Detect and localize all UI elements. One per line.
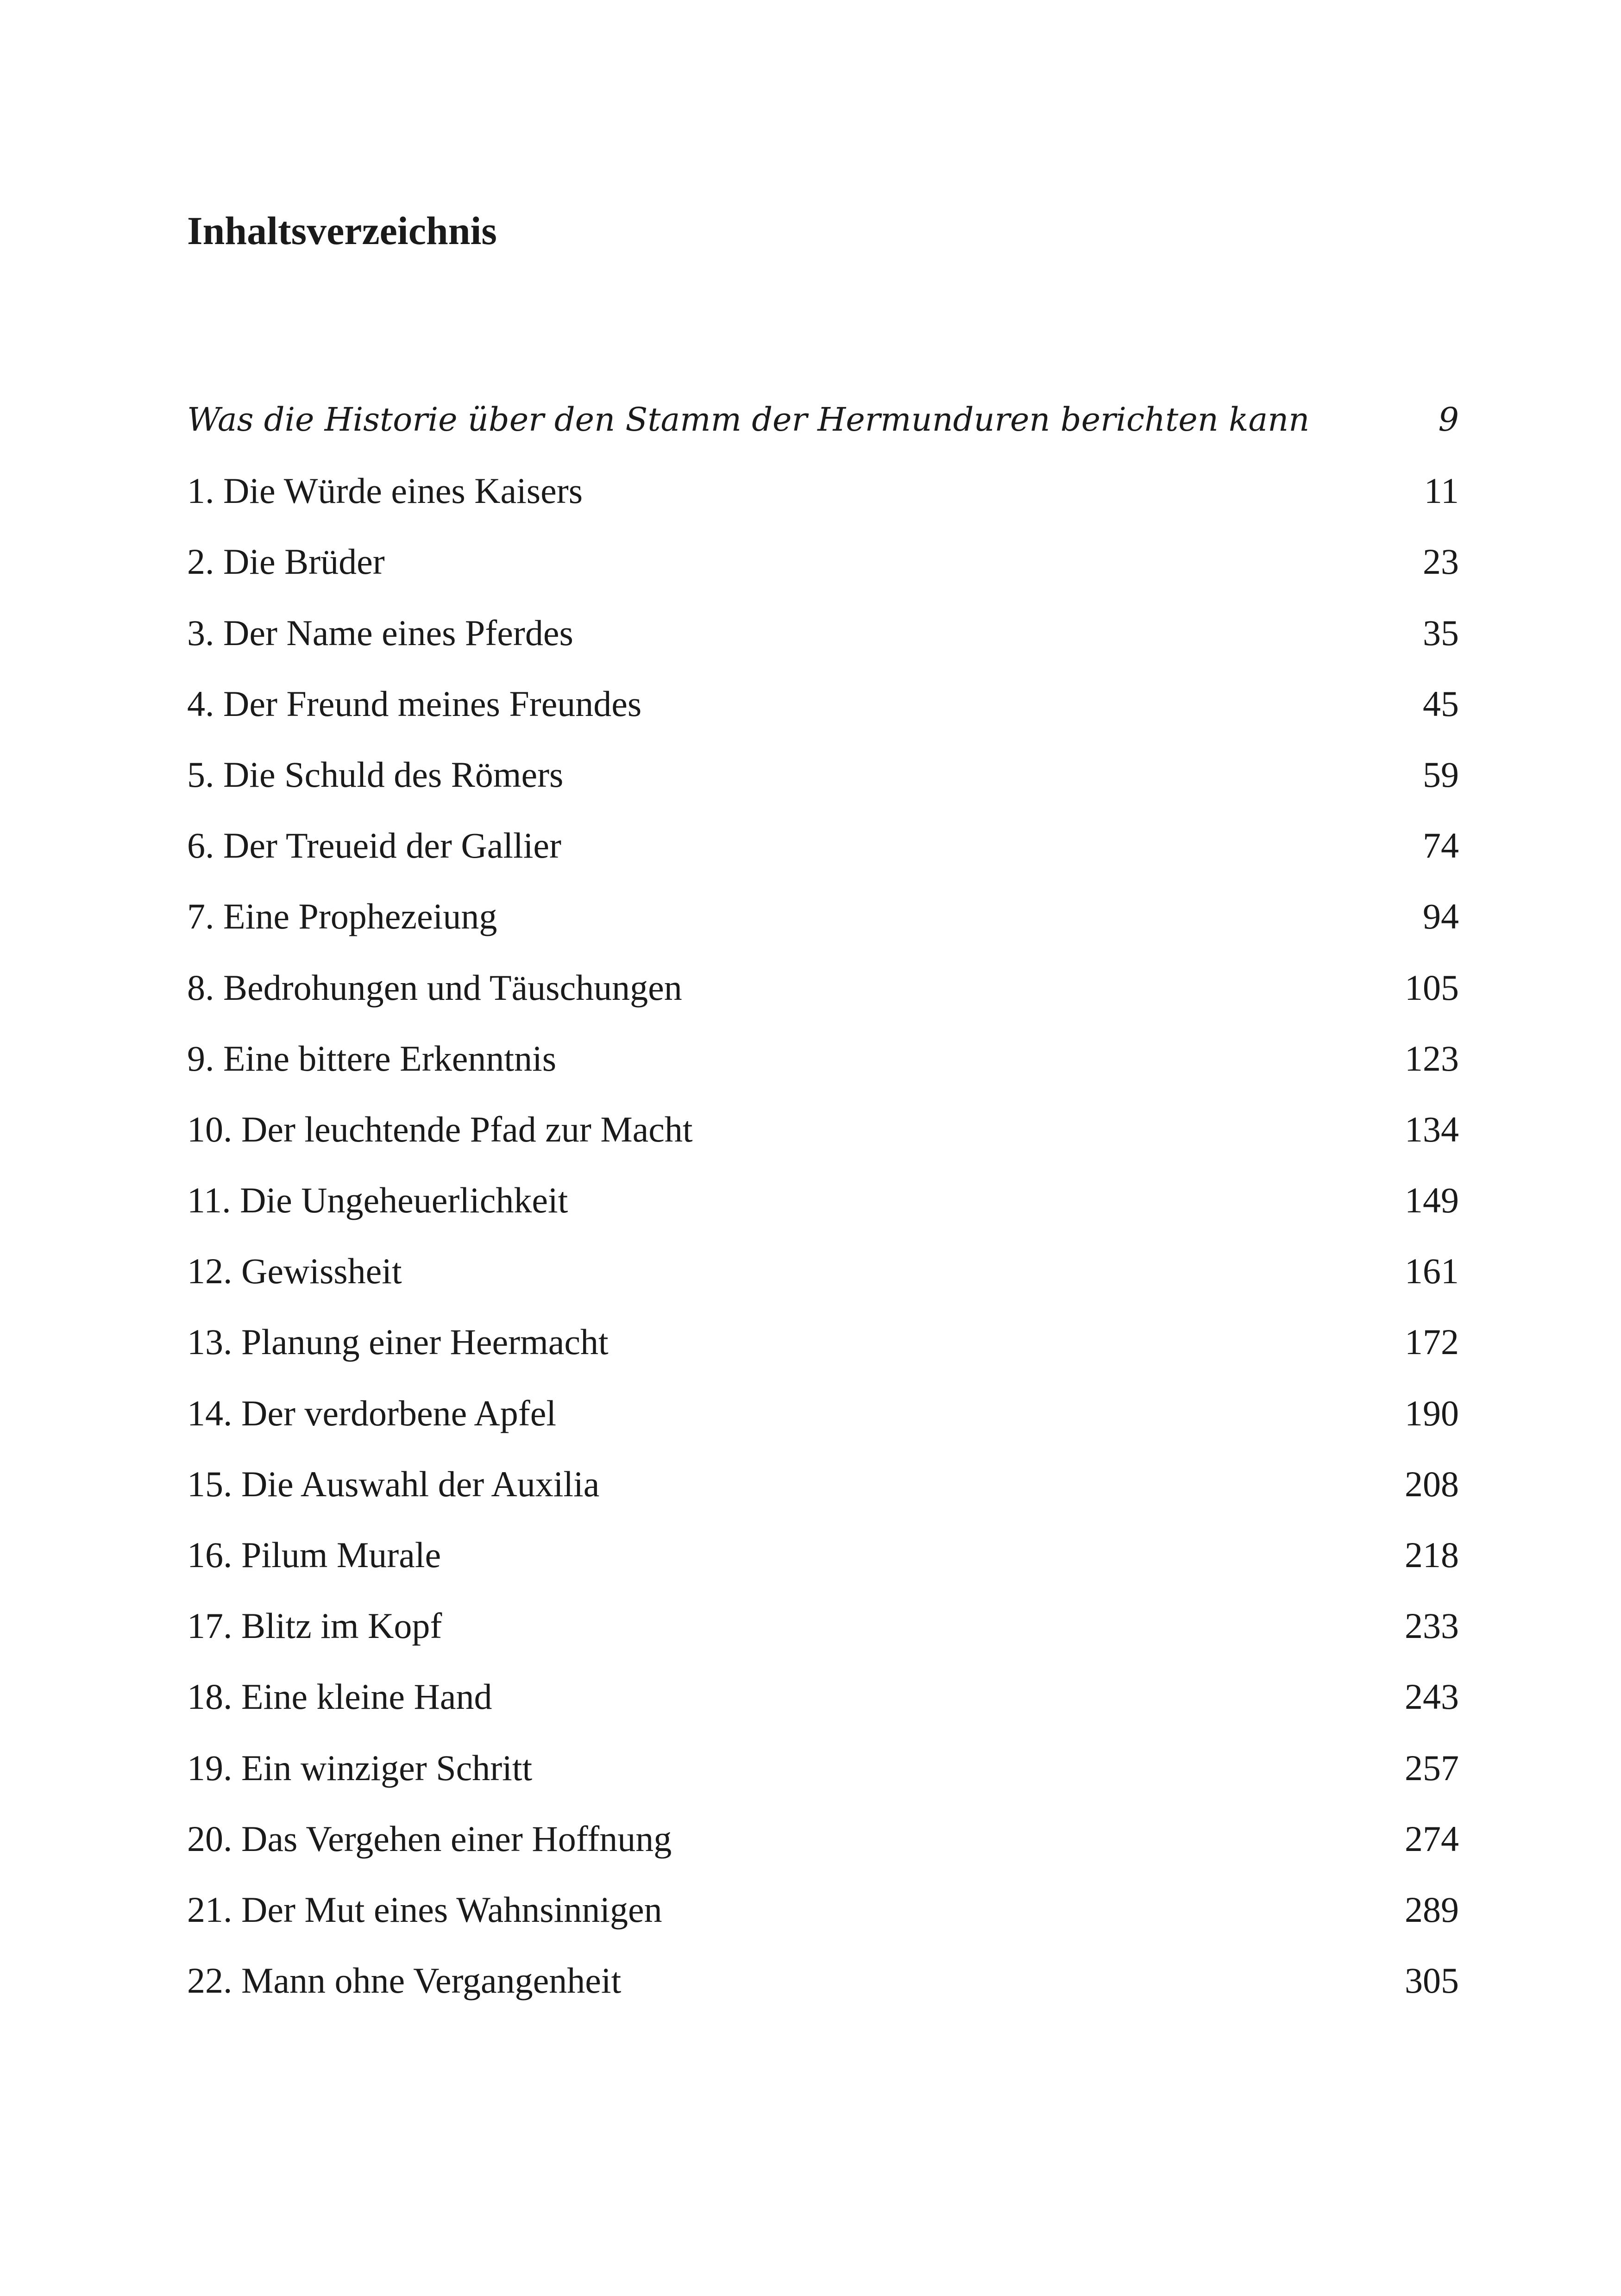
toc-entry-page: 289 <box>1405 1889 1459 1930</box>
toc-entry-page: 305 <box>1405 1960 1459 2001</box>
toc-entry-page: 233 <box>1405 1606 1459 1646</box>
toc-entry-page: 208 <box>1405 1463 1459 1504</box>
toc-entry-intro[interactable] <box>187 384 1459 455</box>
toc-entry[interactable] <box>187 952 1459 1023</box>
toc-entry-label: 7. Eine Prophezeiung <box>187 896 497 937</box>
toc-entry-label: 5. Die Schuld des Römers <box>187 754 564 795</box>
toc-entry[interactable] <box>187 1661 1459 1732</box>
toc-entry[interactable] <box>187 526 1459 597</box>
toc-entry[interactable] <box>187 1803 1459 1874</box>
toc-entry-page: 35 <box>1423 612 1459 653</box>
toc-entry-label: 21. Der Mut eines Wahnsinnigen <box>187 1889 662 1930</box>
toc-entry-label: 15. Die Auswahl der Auxilia <box>187 1463 600 1504</box>
toc-entry-page: 149 <box>1405 1180 1459 1221</box>
toc-entry-label: 19. Ein winziger Schritt <box>187 1747 533 1788</box>
toc-entry[interactable] <box>187 1519 1459 1590</box>
toc-entry-label: 3. Der Name eines Pferdes <box>187 612 573 653</box>
toc-entry[interactable] <box>187 739 1459 810</box>
toc-entry[interactable] <box>187 1236 1459 1306</box>
toc-entry-label: 1. Die Würde eines Kaisers <box>187 470 583 511</box>
toc-entry-page: 161 <box>1405 1251 1459 1292</box>
toc-entry[interactable] <box>187 1590 1459 1661</box>
toc-entry-page: 105 <box>1405 967 1459 1008</box>
toc-entry-page: 257 <box>1405 1747 1459 1788</box>
toc-entry-label: 14. Der verdorbene Apfel <box>187 1393 557 1433</box>
toc-entry-label: 4. Der Freund meines Freundes <box>187 683 642 724</box>
toc-entry-page: 134 <box>1405 1109 1459 1149</box>
toc-entry[interactable] <box>187 1732 1459 1803</box>
toc-entry[interactable] <box>187 455 1459 526</box>
toc-entry-page: 190 <box>1405 1393 1459 1433</box>
toc-entry[interactable] <box>187 810 1459 881</box>
toc-entry[interactable] <box>187 1094 1459 1165</box>
toc-entry-label: 17. Blitz im Kopf <box>187 1606 442 1646</box>
toc-entry[interactable] <box>187 881 1459 952</box>
toc-entry-label: 9. Eine bittere Erkenntnis <box>187 1038 557 1079</box>
toc-entry-page: 243 <box>1405 1676 1459 1717</box>
toc-entry-label: 11. Die Ungeheuerlichkeit <box>187 1180 568 1221</box>
toc-entry-label: 18. Eine kleine Hand <box>187 1676 492 1717</box>
toc-entry-page: 74 <box>1423 825 1459 866</box>
toc-entry-label: Was die Historie über den Stamm der Hermunduren berichten kann <box>187 401 1310 439</box>
toc-entry-label: 10. Der leuchtende Pfad zur Macht <box>187 1109 693 1149</box>
toc-entry[interactable] <box>187 1874 1459 1945</box>
toc-entry-label: 13. Planung einer Heermacht <box>187 1322 609 1362</box>
toc-entry-page: 59 <box>1423 754 1459 795</box>
toc-entry[interactable] <box>187 1449 1459 1519</box>
toc-entry-page: 218 <box>1405 1535 1459 1575</box>
toc-entry-page: 45 <box>1423 683 1459 724</box>
toc-entry-label: 22. Mann ohne Vergangenheit <box>187 1960 622 2001</box>
toc-entry-page: 9 <box>1438 401 1459 439</box>
toc-entry-label: 2. Die Brüder <box>187 541 385 582</box>
toc-entry[interactable] <box>187 1306 1459 1377</box>
page-title: Inhaltsverzeichnis <box>187 208 497 253</box>
toc-entry-label: 16. Pilum Murale <box>187 1535 441 1575</box>
toc-entry-label: 6. Der Treueid der Gallier <box>187 825 561 866</box>
toc-entry[interactable] <box>187 1945 1459 2016</box>
toc-entry-page: 274 <box>1405 1818 1459 1859</box>
table-of-contents <box>187 384 1459 2016</box>
toc-entry[interactable] <box>187 1023 1459 1094</box>
toc-entry-label: 12. Gewissheit <box>187 1251 402 1292</box>
toc-entry-label: 20. Das Vergehen einer Hoffnung <box>187 1818 672 1859</box>
toc-entry[interactable] <box>187 668 1459 739</box>
toc-entry-page: 123 <box>1405 1038 1459 1079</box>
toc-entry-label: 8. Bedrohungen und Täuschungen <box>187 967 682 1008</box>
toc-entry[interactable] <box>187 1165 1459 1236</box>
toc-entry-page: 23 <box>1423 541 1459 582</box>
toc-entry-page: 94 <box>1423 896 1459 937</box>
toc-entry[interactable] <box>187 1378 1459 1449</box>
toc-entry[interactable] <box>187 597 1459 668</box>
toc-entry-page: 172 <box>1405 1322 1459 1362</box>
toc-entry-page: 11 <box>1424 470 1459 511</box>
